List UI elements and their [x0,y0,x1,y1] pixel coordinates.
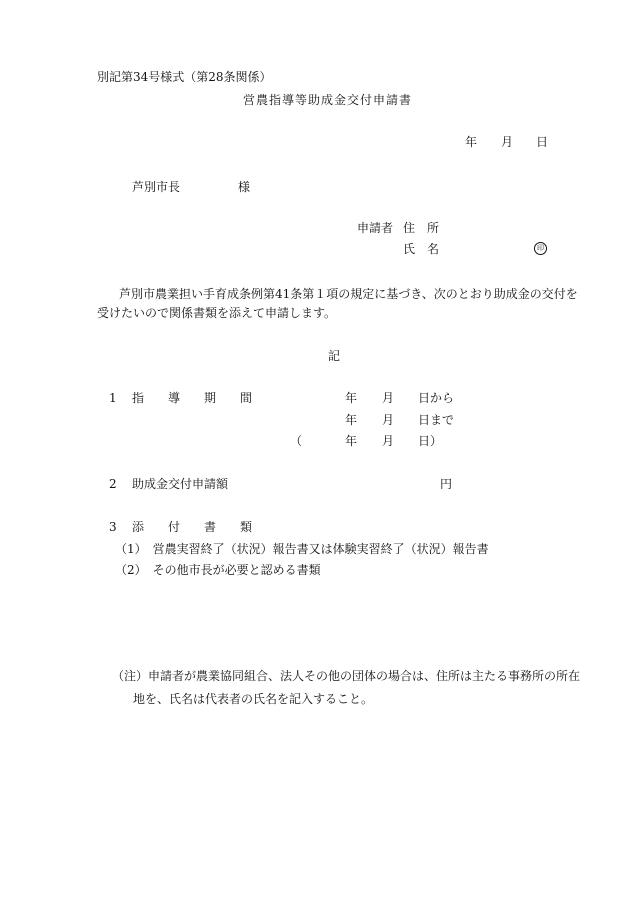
amount-unit: 円 [440,477,453,491]
body-line-2: 受けたいので関係書類を添えて申請します。 [97,306,337,320]
period-start-day: 日から [418,391,455,405]
period-total-day: 日） [418,434,443,448]
date-year-label: 年 [465,135,478,149]
addressee-name: 芦別市長 [132,180,181,194]
applicant-label: 申請者 [357,221,394,235]
item-3-label: 添 付 書 類 [132,520,253,534]
item-1-label: 指 導 期 間 [132,391,253,405]
attachment-2: （2） その他市長が必要と認める書類 [115,563,321,577]
date-month-label: 月 [501,135,514,149]
attachment-1: （1） 営農実習終了（状況）報告書又は体験実習終了（状況）報告書 [115,542,489,556]
period-total-open-paren: （ [290,434,303,448]
ki-heading: 記 [328,349,341,363]
item-3-number: 3 [109,520,117,534]
address-label: 住 所 [403,221,440,235]
period-total-year: 年 [345,434,358,448]
page-title: 営農指導等助成金交付申請書 [243,93,413,107]
form-reference: 別記第34号様式（第28条関係） [97,70,272,84]
period-end-day: 日まで [418,413,455,427]
period-total-month: 月 [382,434,395,448]
period-start-month: 月 [382,391,395,405]
period-end-year: 年 [345,413,358,427]
name-label: 氏 名 [403,242,440,256]
item-1-number: 1 [109,391,117,405]
footnote-line-2: 地を、氏名は代表者の氏名を記入すること。 [133,692,374,706]
date-day-label: 日 [536,135,549,149]
seal-mark: 印 [534,242,547,255]
period-start-year: 年 [345,391,358,405]
addressee-honorific: 様 [238,180,251,194]
body-line-1: 芦別市農業担い手育成条例第41条第１項の規定に基づき、次のとおり助成金の交付を [119,287,578,301]
item-2-label: 助成金交付申請額 [132,477,229,491]
item-2-number: 2 [109,477,117,491]
footnote-line-1: （注）申請者が農業協同組合、法人その他の団体の場合は、住所は主たる事務所の所在 [112,669,581,683]
period-end-month: 月 [382,413,395,427]
